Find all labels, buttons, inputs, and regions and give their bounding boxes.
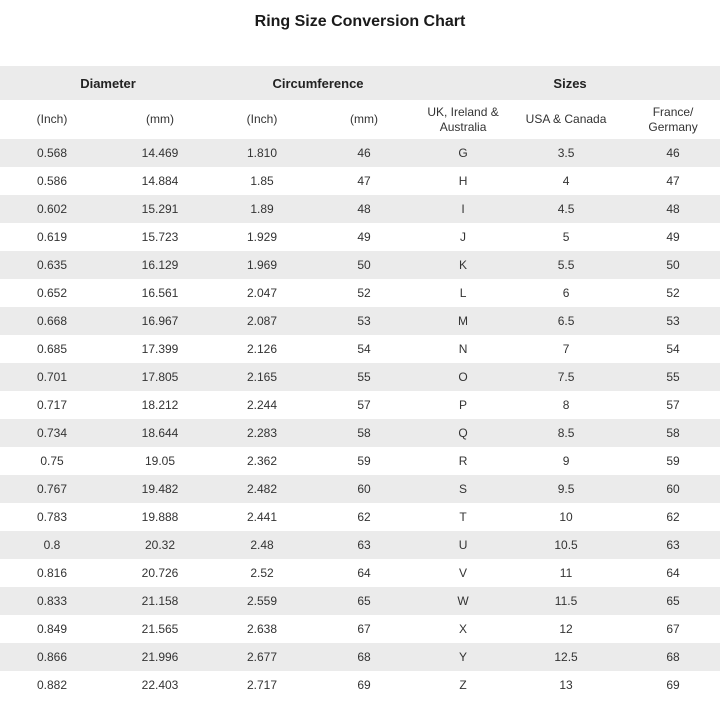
table-cell-r13-mm-c4: 60 — [357, 482, 371, 496]
table-cell-r1-france-germany-c7: 46 — [666, 146, 680, 160]
table-cell-r7-inch-c3: 2.087 — [247, 314, 278, 328]
table-cell-r9-uk-ireland-australia-c5: O — [458, 370, 468, 384]
page-title: Ring Size Conversion Chart — [254, 13, 466, 30]
table-cell-r2-mm-c4: 47 — [357, 174, 371, 188]
column-header-row — [0, 100, 720, 139]
table-cell-r4-france-germany-c7: 49 — [666, 230, 680, 244]
table-cell-r20-usa-canada-c6: 13 — [559, 678, 573, 692]
table-cell-r10-mm-c4: 57 — [357, 398, 371, 412]
table-cell-r18-france-germany-c7: 67 — [666, 622, 680, 636]
table-cell-r4-mm-c4: 49 — [357, 230, 371, 244]
table-cell-r5-mm-c2: 16.129 — [141, 258, 179, 272]
table-cell-r8-mm-c2: 17.399 — [141, 342, 179, 356]
table-cell-r19-inch-c3: 2.677 — [247, 650, 278, 664]
group-header-row — [0, 66, 720, 100]
table-row — [0, 419, 720, 447]
table-cell-r12-inch-c1: 0.75 — [40, 454, 64, 468]
table-cell-r15-mm-c4: 63 — [357, 538, 371, 552]
table-cell-r11-inch-c3: 2.283 — [247, 426, 278, 440]
table-row — [0, 475, 720, 503]
table-cell-r6-inch-c3: 2.047 — [247, 286, 278, 300]
table-cell-r15-uk-ireland-australia-c5: U — [458, 538, 468, 552]
table-cell-r7-usa-canada-c6: 6.5 — [557, 314, 575, 328]
table-row — [0, 559, 720, 587]
group-header-sizes: Sizes — [420, 66, 720, 100]
table-cell-r8-inch-c3: 2.126 — [247, 342, 278, 356]
table-cell-r13-inch-c1: 0.767 — [36, 482, 68, 496]
table-cell-r11-france-germany-c7: 58 — [666, 426, 680, 440]
table-cell-r1-uk-ireland-australia-c5: G — [458, 146, 468, 160]
table-cell-r13-mm-c2: 19.482 — [141, 482, 179, 496]
table-cell-r5-inch-c1: 0.635 — [36, 258, 68, 272]
table-cell-r7-france-germany-c7: 53 — [666, 314, 680, 328]
table-cell-r3-france-germany-c7: 48 — [666, 202, 680, 216]
table-cell-r1-mm-c2: 14.469 — [141, 146, 179, 160]
table-cell-r19-mm-c2: 21.996 — [141, 650, 179, 664]
table-cell-r11-usa-canada-c6: 8.5 — [557, 426, 575, 440]
table-cell-r16-mm-c4: 64 — [357, 566, 371, 580]
table-row — [0, 335, 720, 363]
table-cell-r13-uk-ireland-australia-c5: S — [459, 482, 468, 496]
table-cell-r20-uk-ireland-australia-c5: Z — [459, 678, 467, 692]
table-cell-r15-france-germany-c7: 63 — [666, 538, 680, 552]
table-cell-r3-mm-c4: 48 — [357, 202, 371, 216]
table-row — [0, 279, 720, 307]
table-cell-r18-mm-c2: 21.565 — [141, 622, 179, 636]
table-cell-r7-mm-c2: 16.967 — [141, 314, 179, 328]
table-cell-r11-mm-c4: 58 — [357, 426, 371, 440]
table-cell-r18-usa-canada-c6: 12 — [559, 622, 573, 636]
table-cell-r20-mm-c2: 22.403 — [141, 678, 179, 692]
table-cell-r12-mm-c4: 59 — [357, 454, 371, 468]
table-cell-r3-usa-canada-c6: 4.5 — [557, 202, 575, 216]
table-cell-r8-uk-ireland-australia-c5: N — [458, 342, 468, 356]
table-row — [0, 223, 720, 251]
table-row — [0, 307, 720, 335]
table-cell-r12-uk-ireland-australia-c5: R — [458, 454, 468, 468]
table-row — [0, 139, 720, 167]
table-cell-r5-usa-canada-c6: 5.5 — [557, 258, 575, 272]
table-cell-r20-mm-c4: 69 — [357, 678, 371, 692]
table-cell-r12-usa-canada-c6: 9 — [562, 454, 570, 468]
table-cell-r14-mm-c4: 62 — [357, 510, 371, 524]
table-cell-r14-mm-c2: 19.888 — [141, 510, 179, 524]
table-cell-r20-inch-c1: 0.882 — [36, 678, 68, 692]
table-cell-r2-france-germany-c7: 47 — [666, 174, 680, 188]
table-row — [0, 671, 720, 699]
table-cell-r19-mm-c4: 68 — [357, 650, 371, 664]
table-cell-r16-usa-canada-c6: 11 — [559, 566, 573, 580]
table-cell-r12-inch-c3: 2.362 — [247, 454, 278, 468]
table-cell-r17-usa-canada-c6: 11.5 — [554, 594, 578, 608]
table-cell-r17-mm-c4: 65 — [357, 594, 371, 608]
table-row — [0, 587, 720, 615]
table-cell-r9-mm-c4: 55 — [357, 370, 371, 384]
table-cell-r16-uk-ireland-australia-c5: V — [459, 566, 468, 580]
table-row — [0, 643, 720, 671]
table-cell-r4-uk-ireland-australia-c5: J — [460, 230, 467, 244]
table-cell-r3-uk-ireland-australia-c5: I — [461, 202, 465, 216]
table-cell-r14-usa-canada-c6: 10 — [559, 510, 573, 524]
table-cell-r5-uk-ireland-australia-c5: K — [459, 258, 468, 272]
table-cell-r15-usa-canada-c6: 10.5 — [554, 538, 578, 552]
group-header-circumference: Circumference — [216, 66, 420, 100]
table-cell-r1-inch-c1: 0.568 — [36, 146, 68, 160]
table-cell-r10-inch-c3: 2.244 — [247, 398, 278, 412]
table-cell-r17-inch-c1: 0.833 — [36, 594, 68, 608]
table-cell-r14-uk-ireland-australia-c5: T — [459, 510, 467, 524]
table-cell-r15-inch-c1: 0.8 — [43, 538, 61, 552]
table-cell-r2-mm-c2: 14.884 — [141, 174, 179, 188]
column-header-mm: (mm) — [104, 100, 216, 139]
table-cell-r1-usa-canada-c6: 3.5 — [557, 146, 575, 160]
table-cell-r9-inch-c1: 0.701 — [36, 370, 68, 384]
table-cell-r2-inch-c1: 0.586 — [36, 174, 68, 188]
table-cell-r2-inch-c3: 1.85 — [250, 174, 274, 188]
column-header-uk-ireland-australia: UK, Ireland & Australia — [420, 100, 506, 139]
table-row — [0, 615, 720, 643]
column-header-inch: (Inch) — [216, 100, 308, 139]
table-row — [0, 251, 720, 279]
table-cell-r11-mm-c2: 18.644 — [141, 426, 179, 440]
table-cell-r1-mm-c4: 46 — [357, 146, 371, 160]
table-cell-r6-france-germany-c7: 52 — [666, 286, 680, 300]
table-cell-r15-mm-c2: 20.32 — [144, 538, 176, 552]
column-header-mm: (mm) — [308, 100, 420, 139]
table-row — [0, 447, 720, 475]
table-cell-r18-mm-c4: 67 — [357, 622, 371, 636]
table-cell-r7-mm-c4: 53 — [357, 314, 371, 328]
table-cell-r7-inch-c1: 0.668 — [36, 314, 68, 328]
table-cell-r20-inch-c3: 2.717 — [247, 678, 278, 692]
table-cell-r17-uk-ireland-australia-c5: W — [457, 594, 469, 608]
table-cell-r19-usa-canada-c6: 12.5 — [554, 650, 578, 664]
table-cell-r7-uk-ireland-australia-c5: M — [458, 314, 469, 328]
table-cell-r15-inch-c3: 2.48 — [250, 538, 274, 552]
table-cell-r5-mm-c4: 50 — [357, 258, 371, 272]
table-cell-r4-usa-canada-c6: 5 — [562, 230, 570, 244]
table-cell-r11-inch-c1: 0.734 — [36, 426, 68, 440]
table-cell-r6-inch-c1: 0.652 — [36, 286, 68, 300]
table-cell-r10-usa-canada-c6: 8 — [562, 398, 570, 412]
table-cell-r10-france-germany-c7: 57 — [666, 398, 680, 412]
table-cell-r10-inch-c1: 0.717 — [36, 398, 68, 412]
table-cell-r16-mm-c2: 20.726 — [141, 566, 179, 580]
group-header-diameter: Diameter — [0, 66, 216, 100]
table-cell-r9-usa-canada-c6: 7.5 — [557, 370, 575, 384]
table-cell-r13-usa-canada-c6: 9.5 — [557, 482, 575, 496]
table-cell-r16-inch-c1: 0.816 — [36, 566, 68, 580]
table-cell-r18-inch-c3: 2.638 — [247, 622, 278, 636]
table-cell-r6-usa-canada-c6: 6 — [562, 286, 570, 300]
table-cell-r8-inch-c1: 0.685 — [36, 342, 68, 356]
table-cell-r19-france-germany-c7: 68 — [666, 650, 680, 664]
table-cell-r8-usa-canada-c6: 7 — [562, 342, 570, 356]
table-cell-r18-inch-c1: 0.849 — [36, 622, 68, 636]
table-cell-r9-france-germany-c7: 55 — [666, 370, 680, 384]
table-cell-r2-uk-ireland-australia-c5: H — [458, 174, 468, 188]
table-cell-r9-inch-c3: 2.165 — [247, 370, 278, 384]
table-row — [0, 195, 720, 223]
table-cell-r14-inch-c1: 0.783 — [36, 510, 68, 524]
table-cell-r10-uk-ireland-australia-c5: P — [459, 398, 468, 412]
table-cell-r17-france-germany-c7: 65 — [666, 594, 680, 608]
table-cell-r17-inch-c3: 2.559 — [247, 594, 278, 608]
column-header-usa-canada: USA & Canada — [506, 100, 626, 139]
table-cell-r19-uk-ireland-australia-c5: Y — [459, 650, 468, 664]
table-cell-r16-inch-c3: 2.52 — [250, 566, 274, 580]
table-cell-r3-inch-c3: 1.89 — [250, 202, 274, 216]
table-row — [0, 391, 720, 419]
table-cell-r4-inch-c3: 1.929 — [247, 230, 278, 244]
table-cell-r5-france-germany-c7: 50 — [666, 258, 680, 272]
table-row — [0, 363, 720, 391]
table-cell-r10-mm-c2: 18.212 — [141, 398, 179, 412]
ring-size-conversion-table — [0, 66, 720, 699]
column-header-france-germany: France/ Germany — [626, 100, 720, 139]
table-header — [0, 66, 720, 139]
table-cell-r14-inch-c3: 2.441 — [247, 510, 278, 524]
table-cell-r17-mm-c2: 21.158 — [141, 594, 179, 608]
table-row — [0, 167, 720, 195]
table-cell-r3-inch-c1: 0.602 — [36, 202, 68, 216]
table-cell-r18-uk-ireland-australia-c5: X — [459, 622, 468, 636]
table-cell-r6-mm-c4: 52 — [357, 286, 371, 300]
table-cell-r13-france-germany-c7: 60 — [666, 482, 680, 496]
table-cell-r3-mm-c2: 15.291 — [141, 202, 179, 216]
table-cell-r6-mm-c2: 16.561 — [141, 286, 179, 300]
table-cell-r16-france-germany-c7: 64 — [666, 566, 680, 580]
table-cell-r12-france-germany-c7: 59 — [666, 454, 680, 468]
table-row — [0, 503, 720, 531]
table-cell-r2-usa-canada-c6: 4 — [562, 174, 570, 188]
table-cell-r14-france-germany-c7: 62 — [666, 510, 680, 524]
table-body — [0, 139, 720, 699]
table-cell-r12-mm-c2: 19.05 — [144, 454, 176, 468]
table-cell-r11-uk-ireland-australia-c5: Q — [458, 426, 468, 440]
table-cell-r5-inch-c3: 1.969 — [247, 258, 278, 272]
table-cell-r9-mm-c2: 17.805 — [141, 370, 179, 384]
column-header-inch: (Inch) — [0, 100, 104, 139]
table-cell-r13-inch-c3: 2.482 — [247, 482, 278, 496]
table-cell-r8-mm-c4: 54 — [357, 342, 371, 356]
table-cell-r19-inch-c1: 0.866 — [36, 650, 68, 664]
table-cell-r6-uk-ireland-australia-c5: L — [459, 286, 467, 300]
table-cell-r4-mm-c2: 15.723 — [141, 230, 179, 244]
table-cell-r1-inch-c3: 1.810 — [247, 146, 278, 160]
table-cell-r20-france-germany-c7: 69 — [666, 678, 680, 692]
table-cell-r4-inch-c1: 0.619 — [36, 230, 68, 244]
table-row — [0, 531, 720, 559]
table-cell-r8-france-germany-c7: 54 — [666, 342, 680, 356]
